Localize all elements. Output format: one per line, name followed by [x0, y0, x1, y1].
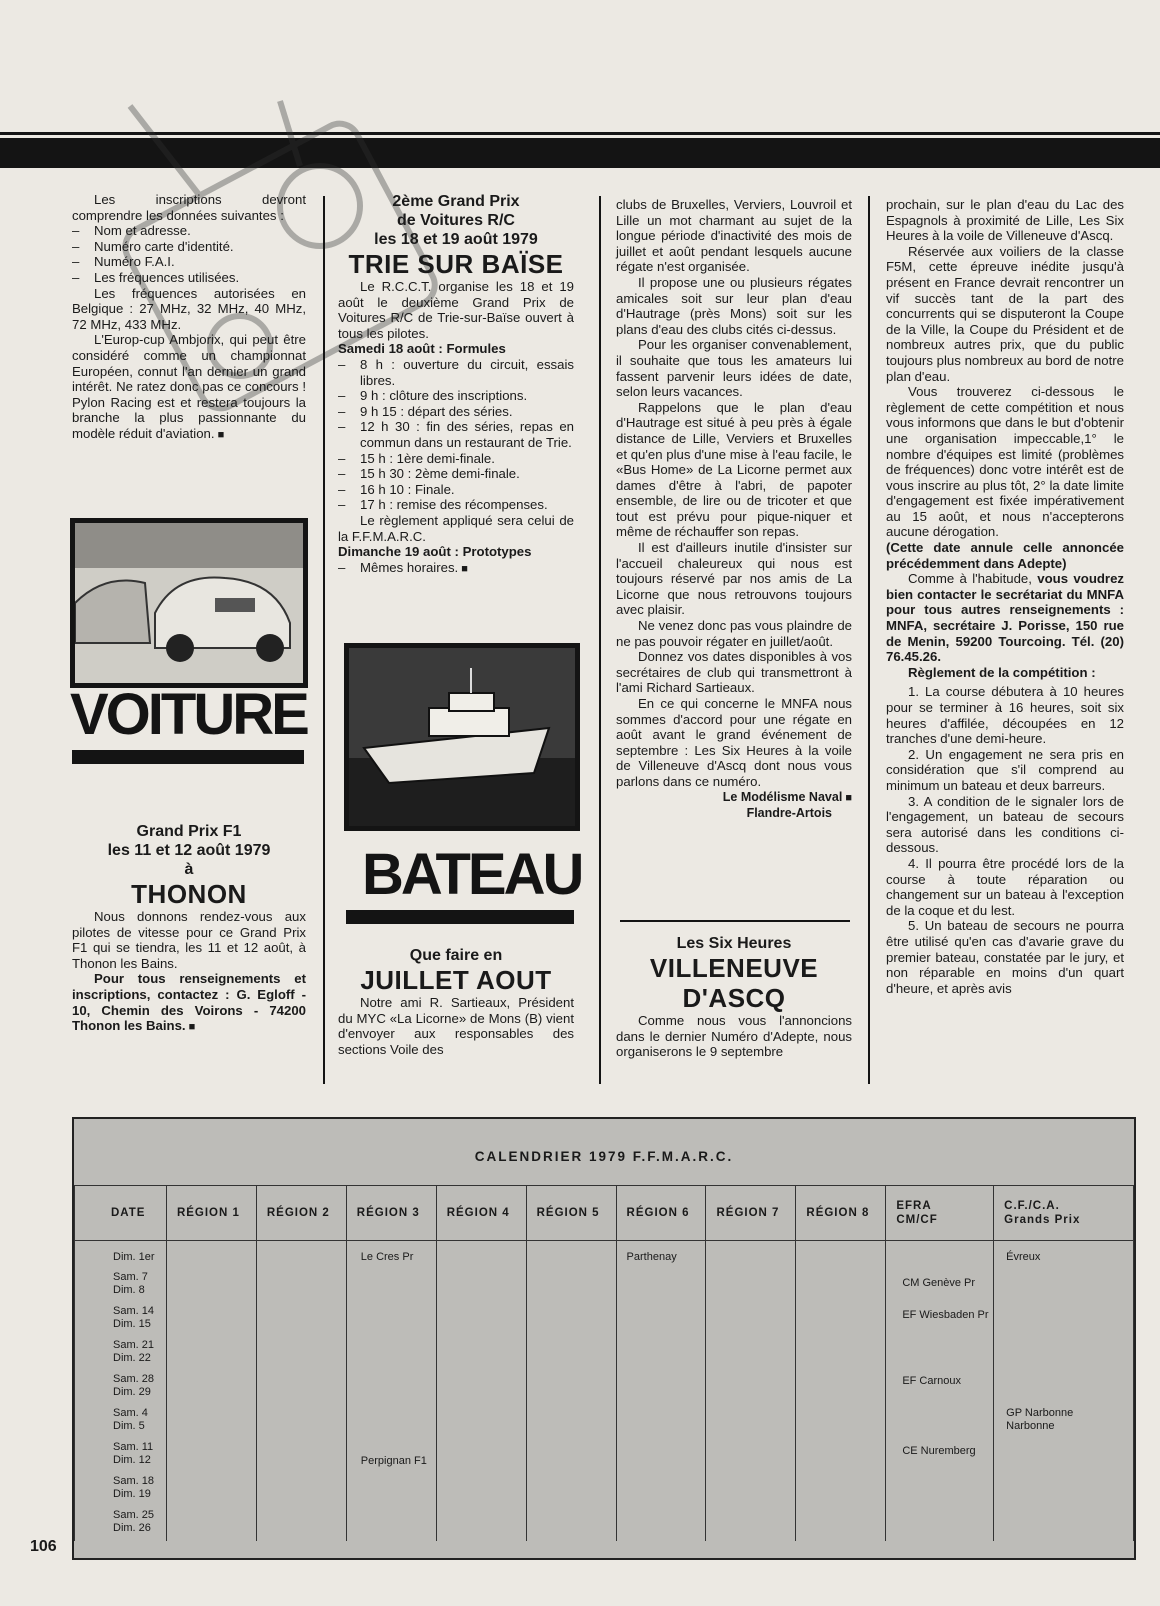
date-cell: Sam. 11 Dim. 12	[113, 1441, 154, 1466]
calendar-header: DATE	[75, 1186, 167, 1241]
c1-paragraph: Nous donnons rendez-vous aux pilotes de vitesse pour ce Grand Prix F1 qui se tiendra, les 11 et 12 août, à Thonon les Bains.	[72, 909, 306, 971]
region3-event: Perpignan F1	[360, 1455, 427, 1467]
ascq-title: D'ASCQ	[682, 983, 786, 1013]
voiture-photo	[70, 518, 308, 688]
region3-event: Le Cres Pr	[360, 1251, 414, 1263]
column-2	[338, 192, 574, 577]
region6-col	[616, 1241, 706, 1542]
c1-item: – Les fréquences utilisées.	[72, 270, 306, 286]
column-rule	[599, 196, 601, 1084]
calendar-header: RÉGION 8	[796, 1186, 886, 1241]
section-bateau: BATEAU	[362, 842, 582, 907]
c4-contact-lead: Comme à l'habitude,	[908, 571, 1038, 587]
c2-item: – 17 h : remise des récompenses.	[338, 497, 574, 513]
calendar-body-row	[75, 1241, 1134, 1542]
c4-rule: 5. Un bateau de secours ne pourra être utilisé qu'en cas d'avarie grave du premier bateau, constatée par le jury, et non réparable en moins d'un quart d'heure, et après avis	[886, 918, 1124, 996]
c4-rule: 2. Un engagement ne sera pris en considération que s'il comprend au minimum un bateau et deux barreurs.	[886, 746, 1124, 793]
c1-contact: Pour tous renseignements et inscriptions, contactez : G. Egloff - 10, Chemin des Voirons - 74200 Thonon les Bains. ■	[72, 971, 306, 1035]
calendar-header-row	[75, 1186, 1134, 1241]
thonon-heading-1: Grand Prix F1	[136, 823, 242, 840]
c2-paragraph: Le R.C.C.T. organise les 18 et 19 août le deuxième Grand Prix de Voitures R/C de Trie-sur-Baïse ouvert à tous les pilotes.	[338, 279, 574, 341]
c1-paragraph: L'Europ-cup Ambjorix, qui peut être considéré comme un championnat Européen, connut l'an dernier un grand intérêt. Ne ratez donc pas ce concours ! Pylon Racing est et restera toujours la branche la plus passionnante du modèle réduit d'aviation. ■	[72, 332, 306, 443]
juillet-title: JUILLET AOUT	[360, 965, 552, 995]
c3-paragraph: Il est d'ailleurs inutile d'insister sur l'accueil chaleureux qui nous est toujours réservé par nos amis de La Licorne que nous retrouvons toujours avec plaisir.	[616, 540, 852, 618]
date-cell: Sam. 7 Dim. 8	[113, 1271, 148, 1296]
trie-title: TRIE SUR BAÏSE	[348, 249, 564, 279]
thonon-title: THONON	[131, 879, 247, 909]
date-cell: Sam. 28 Dim. 29	[113, 1373, 154, 1398]
bateau-bar	[346, 910, 574, 924]
calendar-header: RÉGION 1	[166, 1186, 256, 1241]
region6-event: Parthenay	[626, 1251, 677, 1263]
thonon-heading-3: à	[184, 861, 194, 878]
calendar-header: RÉGION 4	[436, 1186, 526, 1241]
c2-item: – 9 h 15 : départ des séries.	[338, 404, 574, 420]
cf-event: GP Narbonne Narbonne	[1006, 1407, 1074, 1432]
boat-image	[349, 648, 575, 826]
section-rule	[620, 920, 850, 922]
trie-heading-3: les 18 et 19 août 1979	[374, 231, 538, 248]
calendar-grid	[74, 1185, 1134, 1541]
region5-col	[526, 1241, 616, 1542]
cf-event: Évreux	[1006, 1251, 1041, 1263]
c4-paragraph: Réservée aux voiliers de la classe F5M, cette épreuve inédite jusqu'à présent en France devrait rencontrer un vif succès tant de la part des concurrents qui se disputeront la Coupe de la Ville, la Coupe du Président et de nombreux autres prix, que du public toujours plus nombreux au bord de notre plan d'eau.	[886, 243, 1124, 384]
bateau-photo	[344, 643, 580, 831]
trie-heading-1: 2ème Grand Prix	[392, 193, 520, 210]
c2-item: – 15 h : 1ère demi-finale.	[338, 451, 574, 467]
six-heures-heading: Les Six Heures	[676, 935, 792, 952]
c4-paragraph: Vous trouverez ci-dessous le règlement de cette compétition et nous vous informons que dans le but d'obtenir une organisation impeccable,1° le nombre d'équipes est limité (problèmes de fréquences) donc votre intérêt est de vous inscrire au plus tôt, 2° la date limite d'engagement est fixée impérativement au 15 août, et nous n'accepterons aucune dérogation.	[886, 384, 1124, 540]
efra-col	[886, 1241, 994, 1542]
calendar-header: RÉGION 6	[616, 1186, 706, 1241]
villeneuve-title: VILLENEUVE	[649, 953, 819, 983]
date-cell: Sam. 21 Dim. 22	[113, 1339, 154, 1364]
c2-day2: Dimanche 19 août : Prototypes	[338, 544, 532, 560]
c3-paragraph: Il propose une ou plusieurs régates amicales soit sur leur plan d'eau d'Hautrage (près Mons) soit sur les plans d'eau des clubs cités ci-dessus.	[616, 274, 852, 337]
date-col	[75, 1241, 167, 1542]
c2-item: – 16 h 10 : Finale.	[338, 482, 574, 498]
region2-col	[256, 1241, 346, 1542]
cf-col	[994, 1241, 1134, 1542]
c4-paragraph: prochain, sur le plan d'eau du Lac des Espagnols à proximité de Lille, Les Six Heures à la voile de Villeneuve d'Ascq.	[886, 197, 1124, 244]
region4-col	[436, 1241, 526, 1542]
c4-rule: 4. Il pourra être procédé lors de la course à toute réparation ou changement sur un bateau à l'exception de la coque et du lest.	[886, 855, 1124, 918]
c2-item: – 15 h 30 : 2ème demi-finale.	[338, 466, 574, 482]
c1-item: – Nom et adresse.	[72, 223, 306, 239]
column-3	[616, 197, 852, 822]
efra-event: EF Wiesbaden Pr	[902, 1309, 989, 1321]
c1-paragraph: Les fréquences autorisées en Belgique : 27 MHz, 32 MHz, 40 MHz, 72 MHz, 433 MHz.	[72, 285, 306, 332]
c4-rule: 1. La course débutera à 10 heures pour se terminer à 16 heures, soit six heures d'affilée, découpées en 12 tranches d'une demi-heure.	[886, 684, 1124, 747]
efra-event: CM Genève Pr	[902, 1277, 976, 1289]
column-3-lower	[616, 934, 852, 1060]
c2-item: – 9 h : clôture des inscriptions.	[338, 388, 574, 404]
efra-event: CE Nuremberg	[902, 1445, 976, 1457]
c2-day1: Samedi 18 août : Formules	[338, 341, 506, 357]
calendar-header: RÉGION 2	[256, 1186, 346, 1241]
region1-col	[166, 1241, 256, 1542]
calendar-header: EFRA CM/CF	[886, 1186, 994, 1241]
c3-paragraph: Ne venez donc pas vous plaindre de ne pas pouvoir régater en juillet/août.	[616, 618, 852, 649]
c1-intro: Les inscriptions devront comprendre les données suivantes :	[72, 192, 306, 223]
calendar-table	[72, 1117, 1136, 1560]
voiture-bar	[72, 750, 304, 764]
region3-col	[346, 1241, 436, 1542]
calendar-header: C.F./C.A. Grands Prix	[994, 1186, 1134, 1241]
date-cell: Sam. 4 Dim. 5	[113, 1407, 148, 1432]
column-rule	[323, 196, 325, 1084]
c2-paragraph: Le règlement appliqué sera celui de la F.F.M.A.R.C.	[338, 512, 574, 544]
date-cell: Dim. 1er	[113, 1251, 155, 1263]
c3-paragraph: Comme nous vous l'annoncions dans le dernier Numéro d'Adepte, nous organiserons le 9 septembre	[616, 1013, 852, 1060]
date-cell: Sam. 18 Dim. 19	[113, 1475, 154, 1500]
c1-item: – Numéro carte d'identité.	[72, 239, 306, 255]
c3-signature-1: Le Modélisme Naval ■	[616, 790, 852, 807]
column-rule	[868, 196, 870, 1084]
c2-item: – 8 h : ouverture du circuit, essais libres.	[338, 357, 574, 388]
juillet-heading: Que faire en	[409, 947, 503, 964]
date-cell: Sam. 25 Dim. 26	[113, 1509, 154, 1534]
c1-item: – Numéro F.A.I.	[72, 254, 306, 270]
calendar-header: RÉGION 5	[526, 1186, 616, 1241]
calendar-header: RÉGION 3	[346, 1186, 436, 1241]
column-2-lower	[338, 946, 574, 1057]
c2-item: – Mêmes horaires. ■	[338, 560, 574, 578]
section-voiture: VOITURE	[70, 682, 307, 747]
page-number: 106	[30, 1538, 57, 1555]
date-cell: Sam. 14 Dim. 15	[113, 1305, 154, 1330]
c3-paragraph: Pour les organiser convenablement, il souhaite que tous les amateurs lui fassent parvenir leurs idées de date, selon leurs vacances.	[616, 337, 852, 400]
calendar-title: CALENDRIER 1979 F.F.M.A.R.C.	[474, 1149, 734, 1164]
c2-item: – 12 h 30 : fin des séries, repas en commun dans un restaurant de Trie.	[338, 419, 574, 450]
c3-paragraph: En ce qui concerne le MNFA nous sommes d'accord pour une régate en août avant le grand événement de septembre : Les Six Heures à la voile de Villeneuve d'Ascq dont nous vous parlons dans ce numéro.	[616, 696, 852, 789]
c3-paragraph: Donnez vos dates disponibles à vos secrétaires de club qui transmettront à l'ami Richard Sartieaux.	[616, 649, 852, 696]
c4-rules-title: Règlement de la compétition :	[908, 664, 1096, 680]
trie-heading-2: de Voitures R/C	[397, 212, 515, 229]
column-1	[72, 192, 306, 444]
c3-paragraph: clubs de Bruxelles, Verviers, Louvroil et Lille un mot charmant au sujet de la longue période d'inactivité des mois de juillet et août pendant lesquels aucune régate n'est organisée.	[616, 197, 852, 275]
c4-contact-bold: vous voudrez bien contacter le secrétariat du MNFA pour tous autres renseignements : MNFA, secrétaire J. Porisse, 150 rue de Menin, 59200 Tourcoing. Tél. (20) 76.45.26.	[886, 571, 1124, 665]
calendar-header: RÉGION 7	[706, 1186, 796, 1241]
race-car-image	[75, 523, 303, 683]
thonon-heading-2: les 11 et 12 août 1979	[107, 842, 271, 859]
region8-col	[796, 1241, 886, 1542]
region7-col	[706, 1241, 796, 1542]
column-4	[886, 197, 1124, 996]
c4-note: (Cette date annule celle annoncée précédemment dans Adepte)	[886, 540, 1124, 571]
efra-event: EF Carnoux	[902, 1375, 962, 1387]
c3-paragraph: Rappelons que le plan d'eau d'Hautrage est situé à peu près à égale distance de Lille, Verviers et Bruxelles et qu'en plus d'une mise à l'eau facile, le «Bus Home» de La Licorne permet aux dames d'être à l'abri, de papoter ensemble, de lire ou de tricoter et que tout est prévu pour pique-niquer et même de réchauffer son repas.	[616, 399, 852, 540]
c4-contact	[886, 571, 1124, 665]
c4-rule: 3. A condition de le signaler lors de l'engagement, un bateau de secours sera autorisé dans les conditions ci-dessous.	[886, 793, 1124, 856]
c3-signature-2: Flandre-Artois	[746, 806, 832, 821]
c2-paragraph: Notre ami R. Sartieaux, Président du MYC «La Licorne» de Mons (B) vient d'envoyer aux responsables des sections Voile des	[338, 995, 574, 1057]
column-1-lower	[72, 822, 306, 1036]
